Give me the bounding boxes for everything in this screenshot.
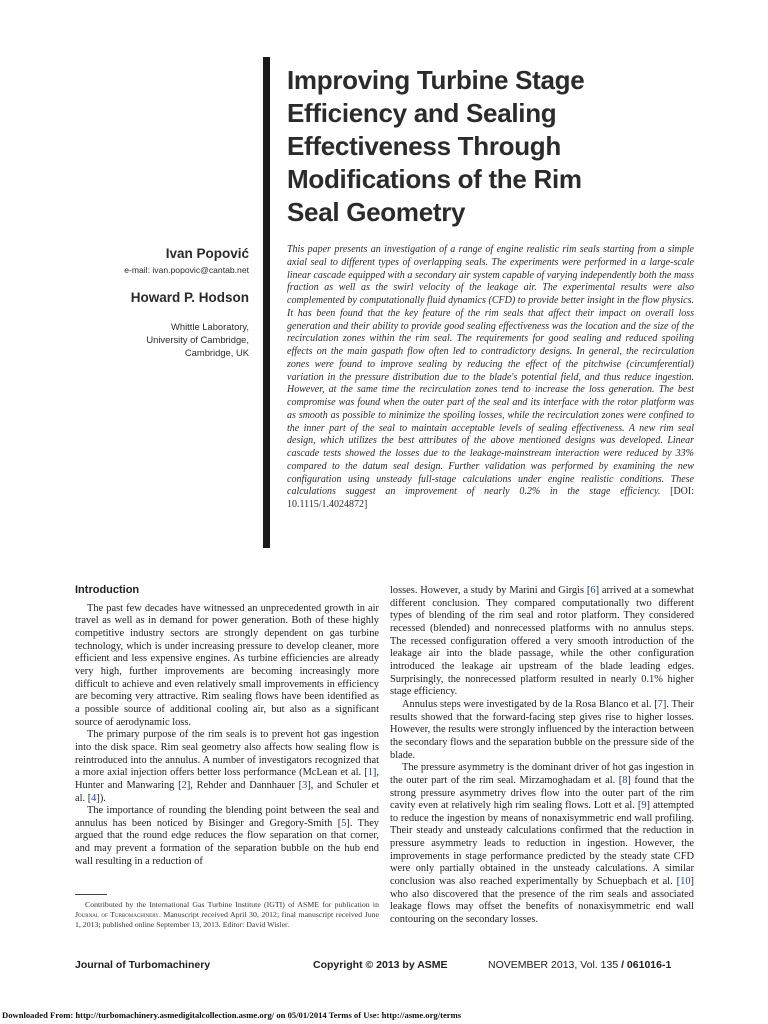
citation-link[interactable]: 3 <box>302 779 308 791</box>
doi[interactable]: [DOI: 10.1115/1.4024872] <box>287 486 694 510</box>
citation-link[interactable]: 9 <box>641 800 647 812</box>
footnote-rule <box>75 894 107 895</box>
footer-copyright: Copyright © 2013 by ASME <box>313 959 448 971</box>
footer-issue <box>488 959 671 971</box>
abstract <box>287 244 694 512</box>
body-paragraph: losses. However, a study by Marini and Girgis [6] arrived at a somewhat different conclusion. They compared computationally two different types of blending of the rim seal and rotor platform. They considered recessed (blended) and nonrecessed platforms with no annulus steps. The recessed configuration offered a very smooth introduction of the leakage air into the blade passage, while the other configuration introduced the leakage air upstream of the blade leading edges. Surprisingly, the nonrecessed platform resulted in nearly 0.1% higher stage efficiency. <box>390 585 694 698</box>
body-paragraph: Annulus steps were investigated by de la Rosa Blanco et al. [7]. Their results showed that the forward-facing step gives rise to higher losses. However, the results were strongly influenced by the interaction between the secondary flows and the separation bubble on the pressure side of the blade. <box>390 698 694 761</box>
column-right <box>390 585 694 927</box>
affiliation-line: Whittle Laboratory, <box>171 321 249 332</box>
body-paragraph: The past few decades have witnessed an unprecedented growth in air travel as well as in demand for power generation. Both of these highly competitive industry sectors are strongly dependent on gas turbine technology, which is under increasing pressure to develop cleaner, more efficient and less expensive engines. As turbine efficiencies are already very high, further improvements are becoming increasingly more difficult to achieve and even relatively small improvements in efficiency are becoming very attractive. Rim sealing flows have been identified as a possible source of additional cooling air, but also as a significant source of aerodynamic loss. <box>75 602 379 728</box>
body-paragraph: The primary purpose of the rim seals is to prevent hot gas ingestion into the disk space. Rim seal geometry also affects how sealing flow is reintroduced into the annulus. A number of investigators recognized that a more axial injection offers better loss performance (McLean et al. [1], Hunter and Manwaring [2], Rehder and Dannhauer [3], and Schuler et al. [4]). <box>75 729 379 804</box>
citation-link[interactable]: 5 <box>341 817 347 829</box>
citation-link[interactable]: 10 <box>680 876 691 888</box>
footnote: Contributed by the International Gas Turbine Institute (IGTI) of ASME for publication in Journal of Turbomachinery. Manuscript received April 30, 2012; final manuscript received June 1, 2013; published online September 13, 2013. Editor: David Wisler. <box>75 900 379 930</box>
author-email-1[interactable]: e-mail: ivan.popovic@cantab.net <box>124 265 249 275</box>
author-name-2: Howard P. Hodson <box>130 290 249 305</box>
footer-issue-date: NOVEMBER 2013, Vol. 135 <box>488 959 619 971</box>
affiliation-line: University of Cambridge, <box>146 334 249 345</box>
author-block <box>49 246 249 359</box>
footer-page-id: 061016-1 <box>626 959 672 971</box>
body-paragraph: The pressure asymmetry is the dominant driver of hot gas ingestion in the outer part of the rim seal. Mirzamoghadam et al. [8] found that the strong pressure asymmetry drives flow into the outer part of the rim cavity even at relatively high rim sealing flows. Lott et al. [9] attempted to reduce the ingestion by means of nonaxisymmetric end wall profiling. Their steady and unsteady calculations confirmed that the reduction in pressure asymmetry leads to reduction in ingestion. However, the improvements in stage performance predicted by the steady state CFD were only partially obtained in the unsteady calculations. A similar conclusion was also reached experimentally by Schuepbach et al. [10] who also discovered that the presence of the rim seals and associated leakage flows may offset the benefits of nonaxisymmetric end wall contouring on the secondary losses. <box>390 762 694 926</box>
column-left <box>75 582 379 868</box>
title-accent-bar <box>263 57 270 548</box>
citation-link[interactable]: 7 <box>657 698 663 710</box>
citation-link[interactable]: 2 <box>181 779 187 791</box>
citation-link[interactable]: 1 <box>367 767 373 779</box>
citation-link[interactable]: 4 <box>91 792 97 804</box>
article-title: Improving Turbine Stage Efficiency and Sealing Effectiveness Through Modifications of the Rim Seal Geometry <box>287 65 585 227</box>
section-heading-introduction: Introduction <box>75 584 140 596</box>
affiliation-line: Cambridge, UK <box>184 347 249 358</box>
footer-journal-name: Journal of Turbomachinery <box>75 959 211 971</box>
author-affiliation <box>49 320 249 359</box>
body-paragraph: The importance of rounding the blending point between the seal and annulus has been noticed by Bisinger and Gregory-Smith [5]. They argued that the round edge reduces the flow separation on that corner, and may prevent a formation of the separation bubble on the hub end wall resulting in a reduction of <box>75 805 380 867</box>
abstract-text: This paper presents an investigation of a range of engine realistic rim seals starting from a simple axial seal to different types of overlapping seals. The experiments were performed in a large-scale linear cascade equipped with a secondary air system capable of varying independently both the mass fraction as well as the swirl velocity of the leakage air. The experimental results were also complemented by computationally fluid dynamics (CFD) to provide better insight in the flow physics. It has been found that the key feature of the rim seals that affect their impact on overall loss generation and their ability to provide good sealing effectiveness was the location and the size of the recirculation zones within the rim seal. The requirements for good sealing and reduced spoiling effects on the main gaspath flow often led to contradictory designs. In general, the recirculation zones were found to improve sealing by reducing the effect of the pitchwise (circumferential) variation in the pressure distribution due to the blade's potential field, and thus reduce ingestion. However, at the same time the recirculation zones tend to increase the loss generation. The best compromise was found when the outer part of the seal and its interface with the rotor platform was as smooth as possible to minimize the spoiling losses, while the recirculation zones were confined to the inner part of the seal to maintain acceptable levels of sealing effectiveness. A new rim seal design, which utilizes the best attributes of the above mentioned designs was developed. Linear cascade tests showed the losses due to the leakage-mainstream interaction were reduced by 33% compared to the datum seal design. Further validation was performed by examining the new configuration using unsteady full-stage calculations under engine realistic conditions. These calculations suggest an improvement of nearly 0.2% in the stage efficiency. <box>287 244 694 498</box>
download-notice: Downloaded From: http://turbomachinery.asmedigitalcollection.asme.org/ on 05/01/2014 Terms of Use: http://asme.org/terms <box>2 1010 462 1020</box>
author-name-1: Ivan Popović <box>165 246 249 261</box>
citation-link[interactable]: 8 <box>622 774 628 786</box>
footnote-journal-name: Journal of Turbomachinery <box>75 910 159 920</box>
citation-link[interactable]: 6 <box>590 585 596 596</box>
footer-separator: / <box>621 959 624 971</box>
